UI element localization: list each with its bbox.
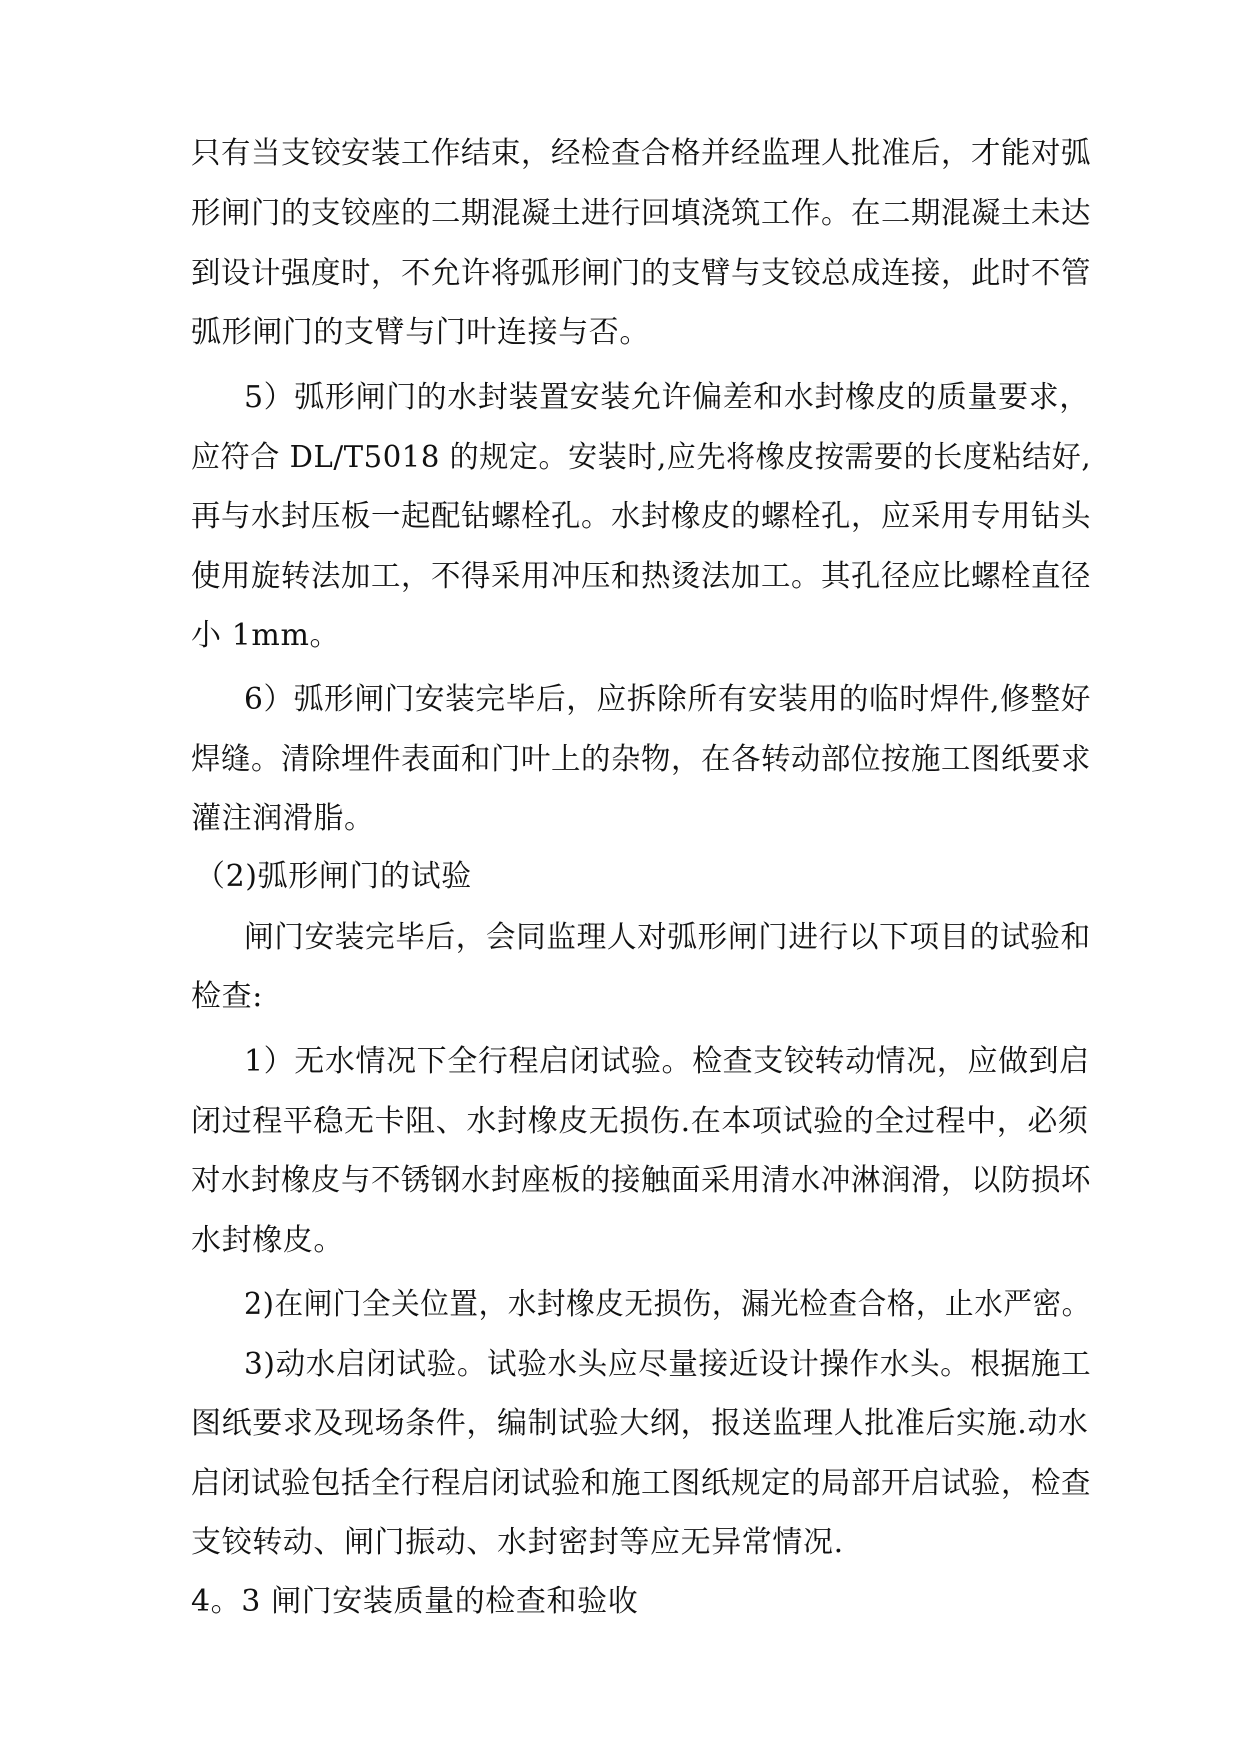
text-line: 对水封橡皮与不锈钢水封座板的接触面采用清水冲淋润滑，以防损坏 [191,1163,1092,1198]
text-line: 图纸要求及现场条件，编制试验大纲，报送监理人批准后实施.动水 [191,1406,1089,1441]
text-line: 只有当支铰安装工作结束，经检查合格并经监理人批准后，才能对弧 [191,136,1092,171]
text-line: 闭过程平稳无卡阻、水封橡皮无损伤.在本项试验的全过程中，必须 [191,1104,1089,1139]
text-line: 使用旋转法加工，不得采用冲压和热烫法加工。其孔径应比螺栓直径 [191,559,1092,594]
text-line: 5）弧形闸门的水封装置安装允许偏差和水封橡皮的质量要求， [244,380,1090,415]
text-line: 灌注润滑脂。 [191,801,375,836]
text-line: 6）弧形闸门安装完毕后，应拆除所有安装用的临时焊件,修整好 [244,682,1092,717]
text-line: 应符合 DL/T5018 的规定。安装时,应先将橡皮按需要的长度粘结好, [191,440,1092,475]
text-line: 焊缝。清除埋件表面和门叶上的杂物，在各转动部位按施工图纸要求 [191,742,1092,777]
text-line: 1）无水情况下全行程启闭试验。检查支铰转动情况，应做到启 [244,1044,1090,1079]
section-heading: 4。3 闸门安装质量的检查和验收 [191,1584,639,1619]
section-heading: （2)弧形闸门的试验 [195,859,472,894]
text-line: 弧形闸门的支臂与门叶连接与否。 [191,315,650,350]
text-line: 小 1mm。 [191,618,341,653]
text-line: 支铰转动、闸门振动、水封密封等应无异常情况. [191,1525,844,1560]
text-line: 再与水封压板一起配钻螺栓孔。水封橡皮的螺栓孔，应采用专用钻头 [191,499,1092,534]
text-line: 闸门安装完毕后，会同监理人对弧形闸门进行以下项目的试验和 [244,920,1091,955]
text-line: 形闸门的支铰座的二期混凝土进行回填浇筑工作。在二期混凝土未达 [191,196,1092,231]
text-line: 到设计强度时，不允许将弧形闸门的支臂与支铰总成连接，此时不管 [191,256,1092,291]
text-line: 3)动水启闭试验。试验水头应尽量接近设计操作水头。根据施工 [244,1347,1092,1382]
text-line: 检查: [191,979,263,1014]
text-line: 启闭试验包括全行程启闭试验和施工图纸规定的局部开启试验，检查 [191,1466,1092,1501]
text-line: 2)在闸门全关位置，水封橡皮无损伤，漏光检查合格，止水严密。 [244,1287,1091,1322]
text-line: 水封橡皮。 [191,1223,344,1258]
